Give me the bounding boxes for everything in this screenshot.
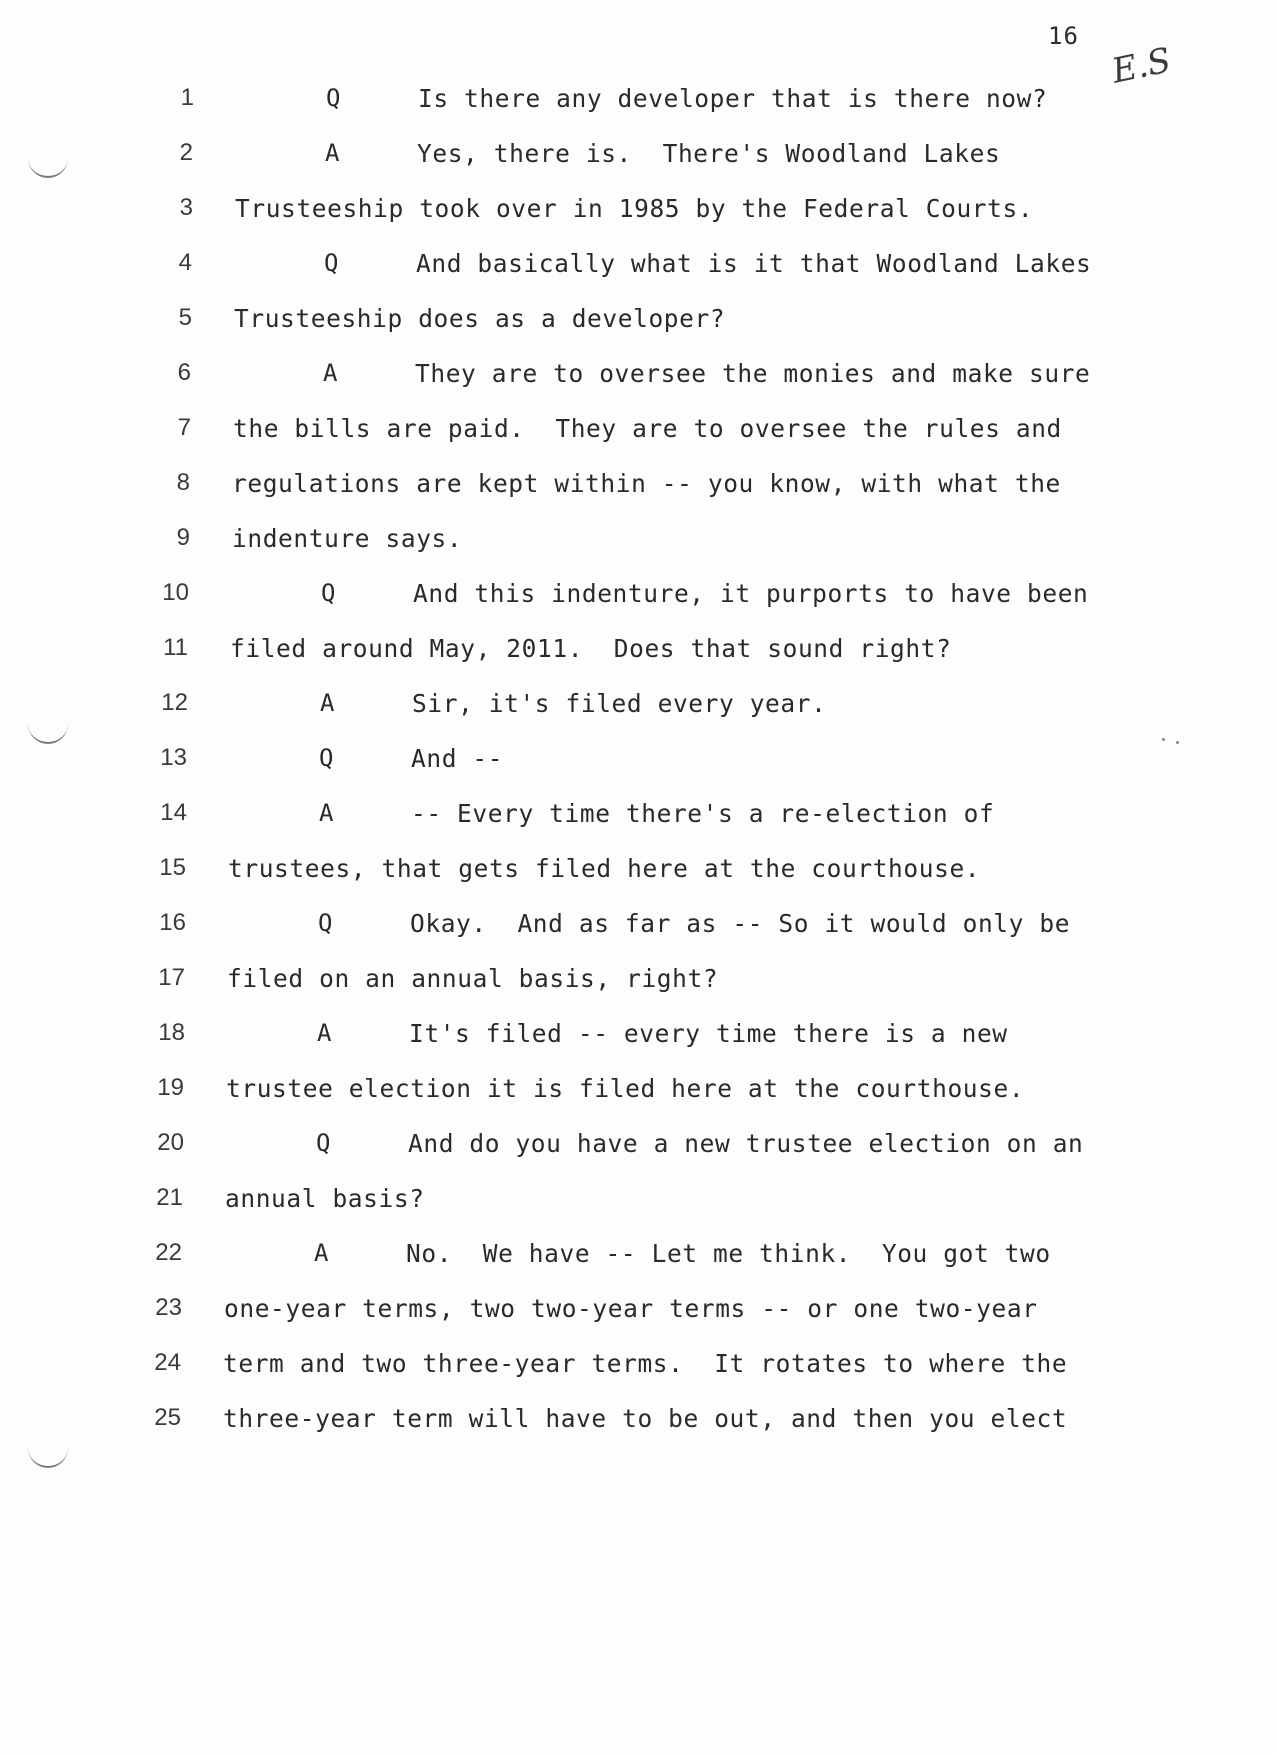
line-number: 22 [155,1239,182,1266]
line-number: 2 [179,139,193,166]
line-number: 14 [160,799,187,826]
speaker-label: Q [326,84,341,112]
line-number: 18 [158,1019,185,1046]
speaker-label: A [325,139,340,167]
line-text: annual basis? [225,1184,425,1213]
line-number: 12 [161,689,188,716]
line-text: And -- [411,744,504,773]
line-number: 4 [178,249,192,276]
speaker-label: Q [316,1129,331,1157]
line-text: Trusteeship took over in 1985 by the Federal Courts. [235,194,1034,223]
line-text: trustees, that gets filed here at the courthouse. [228,854,981,883]
line-text: And this indenture, it purports to have been [413,579,1089,608]
line-number: 24 [154,1349,181,1376]
line-text: -- Every time there's a re-election of [411,799,995,828]
line-text: No. We have -- Let me think. You got two [406,1239,1051,1268]
line-text: term and two three-year terms. It rotates to where the [223,1349,1068,1378]
speaker-label: Q [318,909,333,937]
line-number: 8 [176,469,190,496]
line-text: regulations are kept within -- you know, with what the [232,469,1061,498]
line-number: 5 [178,304,192,331]
line-text: trustee election it is filed here at the courthouse. [226,1074,1025,1103]
line-text: It's filed -- every time there is a new [409,1019,1008,1048]
scan-speck [1162,738,1165,741]
line-number: 16 [159,909,186,936]
line-text: Sir, it's filed every year. [412,689,827,718]
line-number: 23 [155,1294,182,1321]
line-number: 11 [163,634,188,661]
page-number: 16 [1048,22,1079,50]
line-number: 19 [157,1074,184,1101]
line-text: They are to oversee the monies and make sure [415,359,1091,388]
line-text: Okay. And as far as -- So it would only be [410,909,1071,938]
line-text: three-year term will have to be out, and then you elect [223,1404,1068,1433]
handwritten-initials: E.S [1108,40,1175,92]
speaker-label: A [323,359,338,387]
punch-hole-mark [28,716,68,744]
line-text: Yes, there is. There's Woodland Lakes [417,139,1001,168]
line-text: indenture says. [232,524,463,553]
line-number: 21 [156,1184,183,1211]
line-number: 20 [157,1129,184,1156]
punch-hole-mark [28,150,68,178]
line-number: 9 [176,524,190,551]
line-text: And basically what is it that Woodland Lakes [416,249,1092,278]
line-text: filed around May, 2011. Does that sound right? [230,634,952,663]
speaker-label: Q [319,744,334,772]
line-text: Trusteeship does as a developer? [234,304,726,333]
speaker-label: Q [321,579,336,607]
line-number: 15 [159,854,186,881]
scan-speck [1176,741,1179,744]
speaker-label: Q [324,249,339,277]
speaker-label: A [317,1019,332,1047]
line-number: 13 [160,744,187,771]
punch-hole-mark [28,1440,68,1468]
line-number: 10 [162,579,189,606]
line-number: 7 [177,414,191,441]
line-number: 6 [177,359,191,386]
line-number: 1 [180,84,194,111]
line-number: 3 [179,194,193,221]
line-text: one-year terms, two two-year terms -- or one two-year [224,1294,1038,1323]
line-text: filed on an annual basis, right? [227,964,719,993]
line-number: 25 [154,1404,181,1431]
line-text: And do you have a new trustee election on an [408,1129,1084,1158]
speaker-label: A [314,1239,329,1267]
speaker-label: A [319,799,334,827]
line-text: the bills are paid. They are to oversee the rules and [233,414,1062,443]
line-number: 17 [158,964,185,991]
line-text: Is there any developer that is there now? [418,84,1048,113]
speaker-label: A [320,689,335,717]
